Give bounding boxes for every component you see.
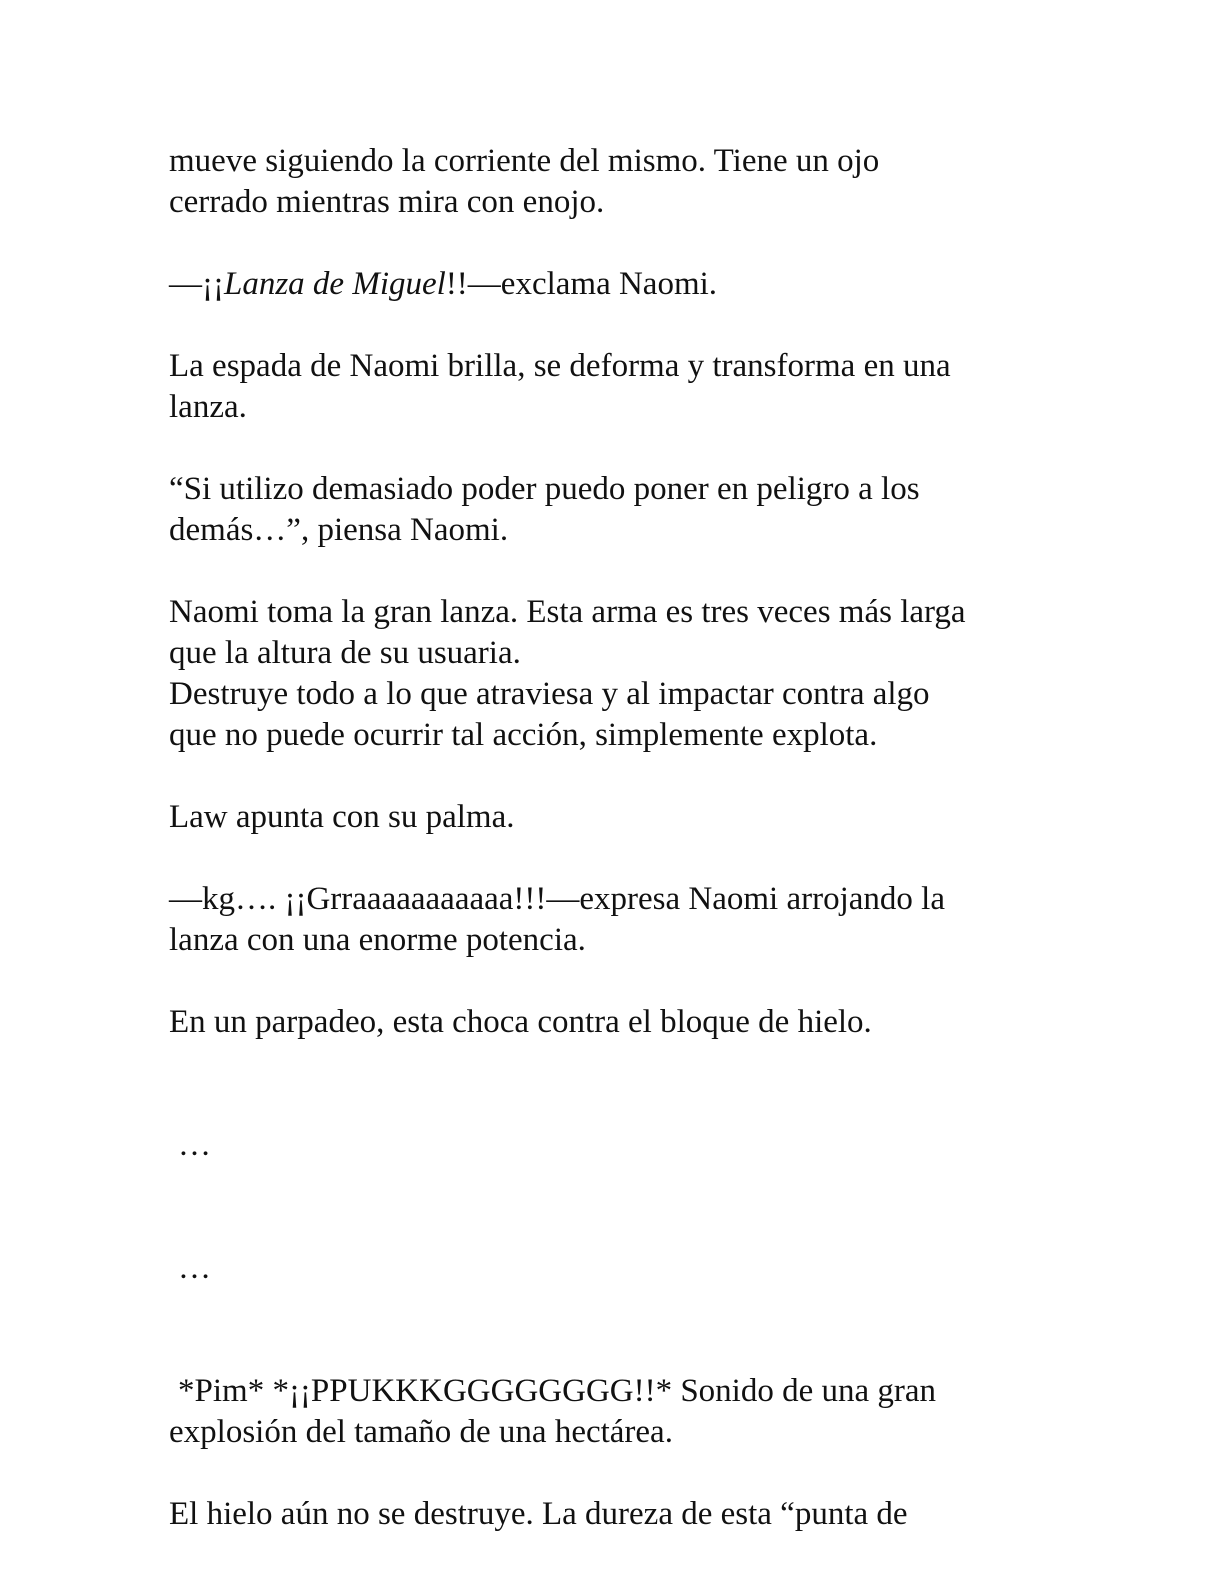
- text-line: explosión del tamaño de una hectárea.: [169, 1414, 673, 1450]
- text-line: Law apunta con su palma.: [169, 799, 515, 835]
- text-line: Destruye todo a lo que atraviesa y al impactar contra algo: [169, 676, 930, 712]
- ellipsis: …: [178, 1127, 211, 1163]
- paragraph-5: [169, 592, 1049, 756]
- paragraph-2: [169, 264, 1049, 305]
- dialogue-prefix: —¡¡: [169, 266, 224, 302]
- paragraph-12: [169, 1494, 1049, 1535]
- text-line: lanza con una enorme potencia.: [169, 922, 586, 958]
- text-line: que no puede ocurrir tal acción, simplemente explota.: [169, 717, 878, 753]
- dialogue-suffix: !!—exclama Naomi.: [445, 266, 718, 302]
- paragraph-6: [169, 797, 1049, 838]
- text-line: Naomi toma la gran lanza. Esta arma es tres veces más larga: [169, 594, 966, 630]
- ellipsis: …: [178, 1250, 211, 1286]
- paragraph-10: [169, 1248, 1049, 1289]
- attack-name: Lanza de Miguel: [223, 266, 446, 302]
- text-line: lanza.: [169, 389, 247, 425]
- paragraph-11: [169, 1371, 1049, 1453]
- text-body: [169, 141, 1049, 1535]
- text-line: *Pim* *¡¡PPUKKKGGGGGGGG!!* Sonido de una gran: [178, 1373, 937, 1409]
- text-line: demás…”, piensa Naomi.: [169, 512, 509, 548]
- paragraph-7: [169, 879, 1049, 961]
- text-line: En un parpadeo, esta choca contra el bloque de hielo.: [169, 1004, 872, 1040]
- text-line: “Si utilizo demasiado poder puedo poner en peligro a los: [169, 471, 920, 507]
- text-line: —kg…. ¡¡Grraaaaaaaaaaa!!!—expresa Naomi arrojando la: [169, 881, 945, 917]
- paragraph-3: [169, 346, 1049, 428]
- text-line: que la altura de su usuaria.: [169, 635, 521, 671]
- text-line: La espada de Naomi brilla, se deforma y transforma en una: [169, 348, 951, 384]
- paragraph-4: [169, 469, 1049, 551]
- paragraph-1: [169, 141, 1049, 223]
- paragraph-8: [169, 1002, 1049, 1043]
- text-line: cerrado mientras mira con enojo.: [169, 184, 605, 220]
- text-line: El hielo aún no se destruye. La dureza de esta “punta de: [169, 1496, 908, 1532]
- paragraph-9: [169, 1125, 1049, 1166]
- text-line: mueve siguiendo la corriente del mismo. Tiene un ojo: [169, 143, 880, 179]
